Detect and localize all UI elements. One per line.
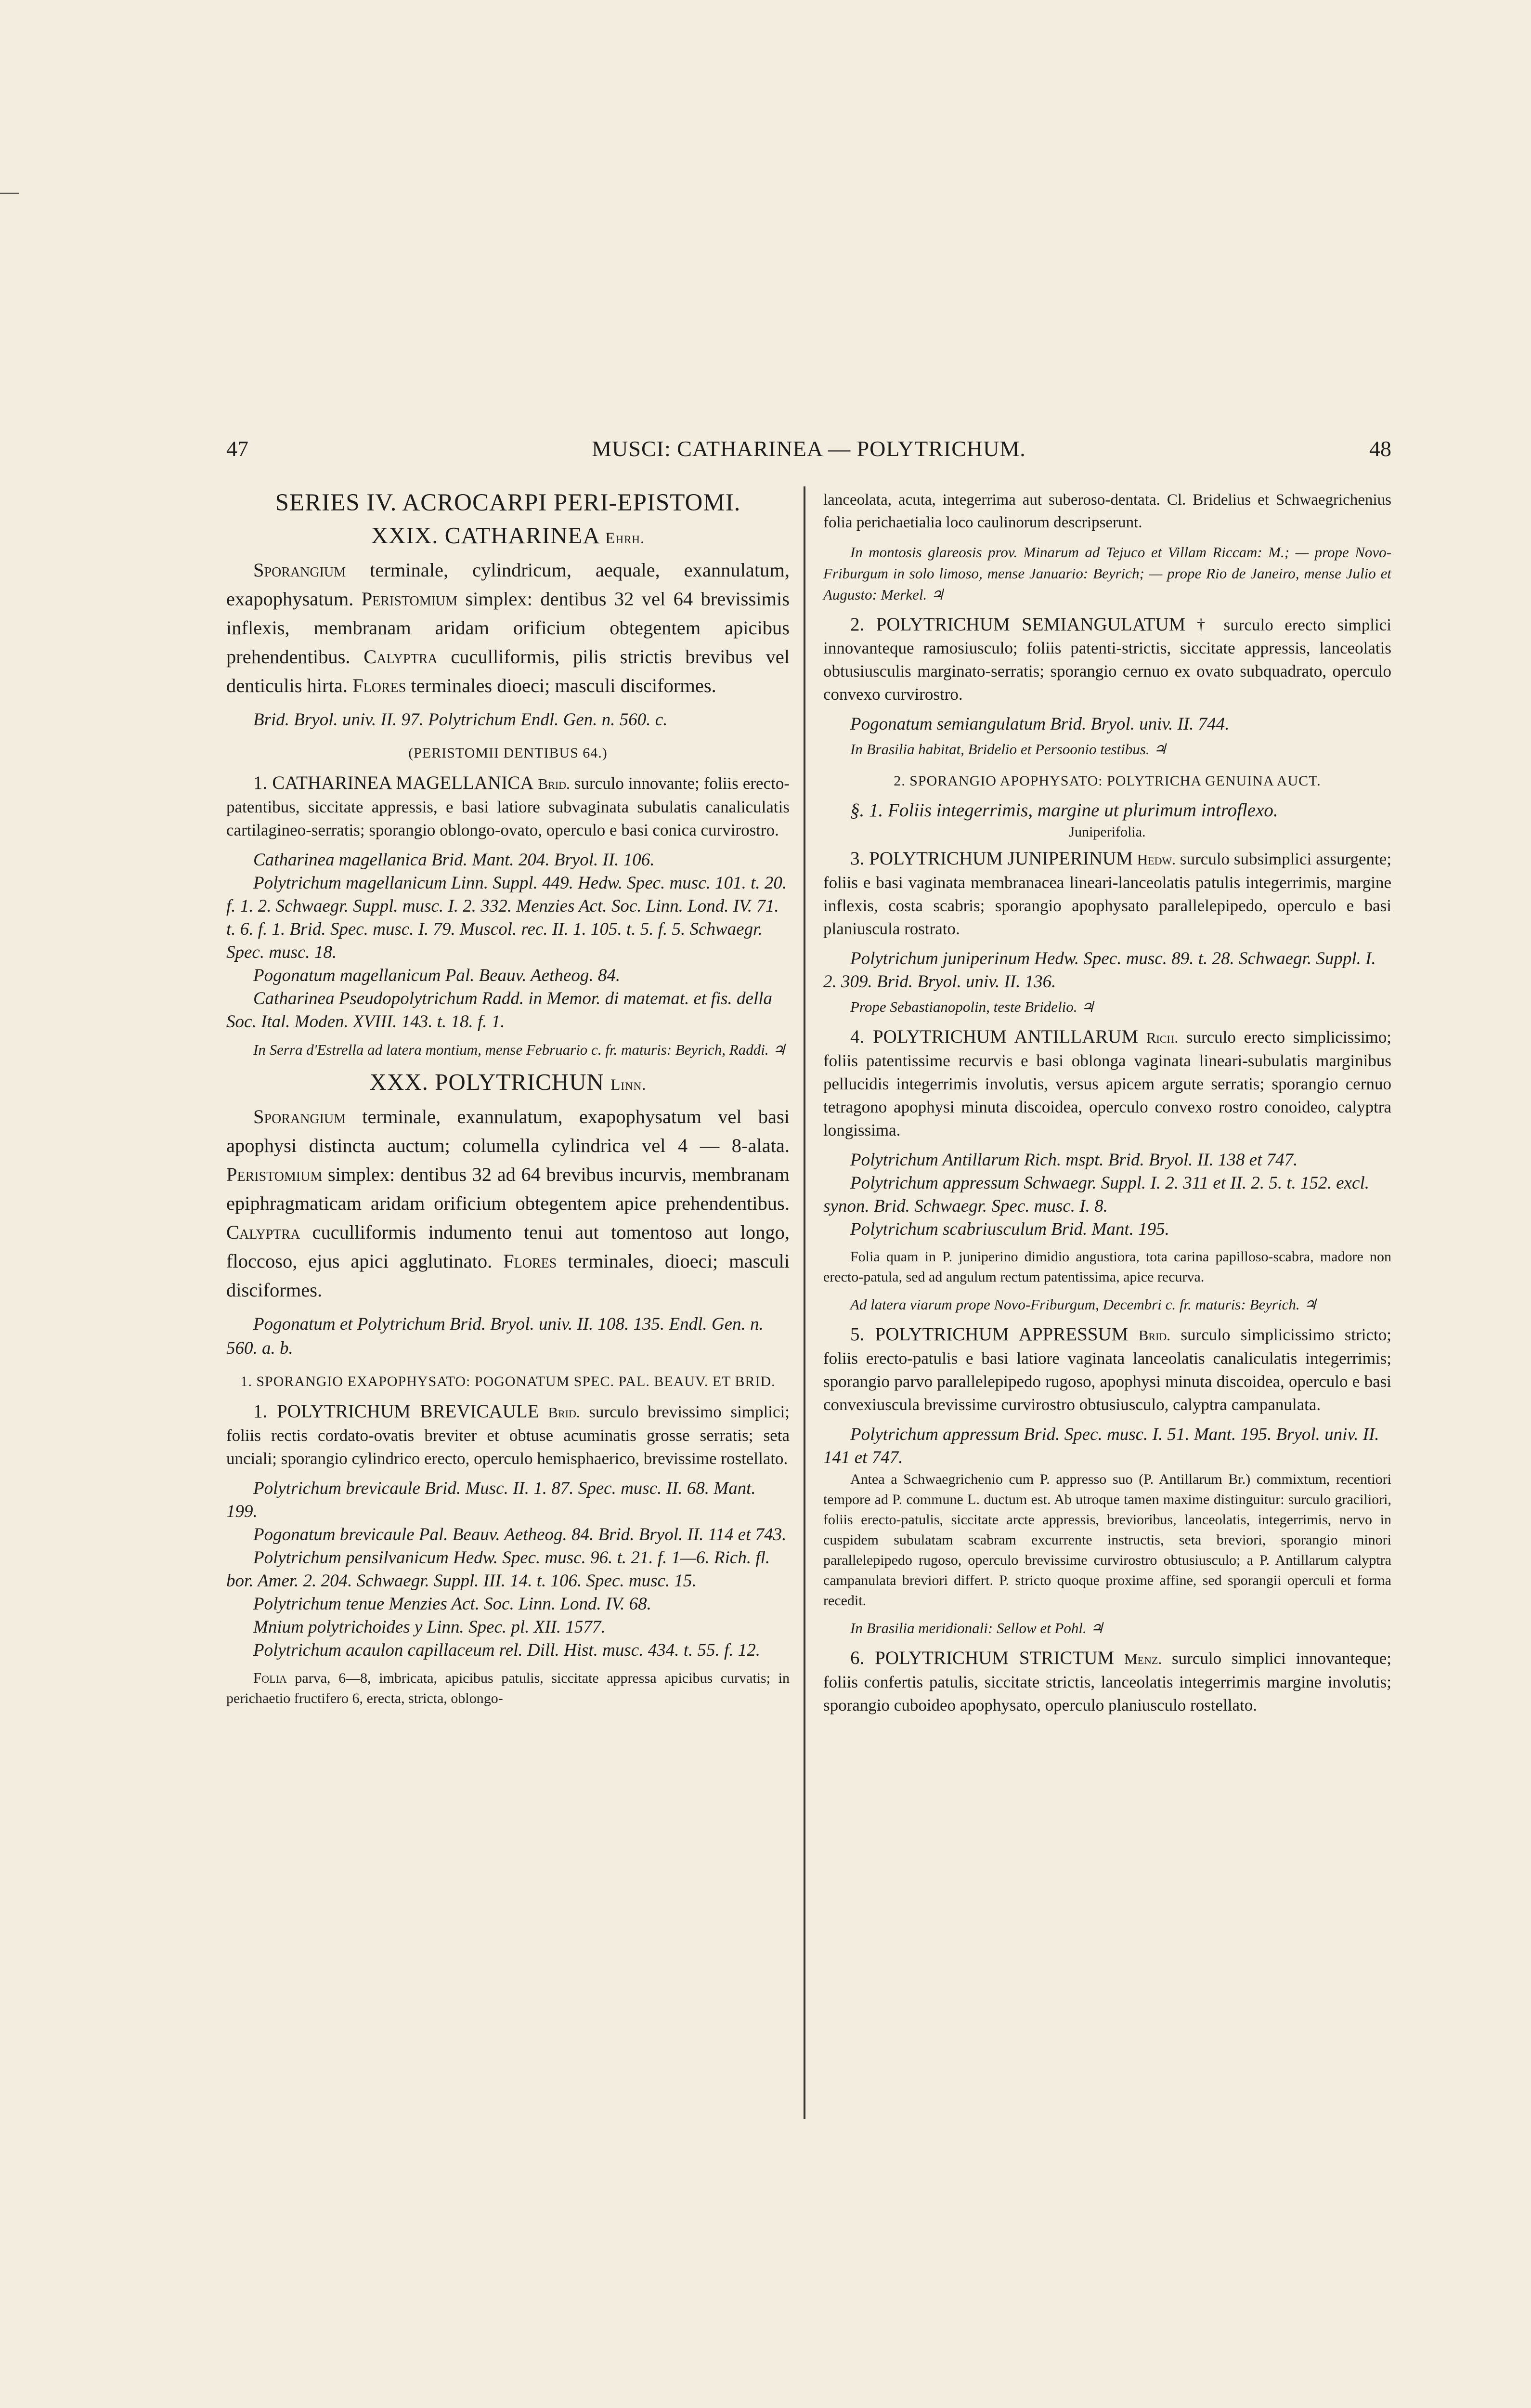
synonym: Polytrichum appressum Schwaegr. Suppl. I. 2. 311 et II. 2. 5. t. 152. excl. synon. Brid. Schwaegr. Spec. musc. I. 8. [823,1173,1369,1216]
habitat-note: Prope Sebastianopolin, teste Bridelio. ♃ [850,998,1095,1015]
species-description: surculo brevissimo simplici; foliis rectis cordato-ovatis breviter et obtuse acuminatis grosse serratis; seta unciali; sporangio cylindrico erecto, operculo hemisphaerico, brevissime rostellato. [226,1402,790,1468]
species-entry [823,613,1391,706]
habitat-note: In Serra d'Estrella ad latera montium, mense Februario c. fr. maturis: Beyrich, Raddi. ♃ [253,1041,786,1058]
edge-mark [0,193,19,194]
running-title: MUSCI: CATHARINEA — POLYTRICHUM. [592,436,1026,461]
genus-description [226,1102,790,1305]
note-text: parva, 6—8, imbricata, apicibus patulis, siccitate appressa apicibus curvatis; in perichaetio fructifero 6, erecta, stricta, oblongo- [226,1670,790,1706]
species-description: surculo simplicissimo stricto; foliis erecto-patulis e basi latiore vaginata lanceolatis canaliculatis integerrimis; sporangio parvo parallelepipedo rugoso, apophysi minuta discoidea, operculo e basi convexiuscula brevissime curvirostro obtusiusculo, calyptra campanulata. [823,1325,1392,1414]
term: Calyptra [226,1221,300,1243]
text: terminale, cylindricum, aequale, exannulatum, exapophysatum. [226,559,790,610]
genus-author: Linn. [610,1076,647,1094]
dagger-mark: † [1196,615,1213,634]
synonym: Polytrichum acaulon capillaceum rel. Dill. Hist. musc. 434. t. 55. f. 12. [253,1640,761,1660]
note-lead: Folia [253,1669,287,1686]
species-entry [823,1647,1391,1717]
series-heading: SERIES IV. ACROCARPI PERI-EPISTOMI. [275,489,741,516]
synonym: Polytrichum scabriusculum Brid. Mant. 195. [850,1219,1169,1239]
species-author: Brid. [1138,1327,1171,1344]
section-heading: 2. SPORANGIO APOPHYSATO: POLYTRICHA GENUINA AUCT. [894,773,1321,789]
subsection-heading: §. 1. Foliis integerrimis, margine ut plurimum introflexo. [850,800,1278,821]
synonym-list [226,849,790,1034]
section-heading: 1. SPORANGIO EXAPOPHYSATO: POGONATUM SPEC. PAL. BEAUV. ET BRID. [240,1374,776,1389]
species-description: surculo erecto simplici innovanteque ramosiusculo; foliis patenti-strictis, siccitate appressis, lanceolatis obtusiusculis marginato-serratis; sporangio cernuo ex ovato subquadrato, operculo convexo curvirostro. [823,615,1392,704]
synonym: Pogonatum brevicaule Pal. Beauv. Aetheog. 84. Brid. Bryol. II. 114 et 743. [253,1525,787,1544]
term: Sporangium [253,559,346,581]
species-entry [226,772,790,842]
subsection-label: Juniperifolia. [1069,824,1146,840]
text: cuculliformis indumento tenui aut tomentoso aut longo, floccoso, ejus apici agglutinato. [226,1221,790,1272]
species-note [226,1668,790,1709]
species-author: Rich. [1146,1029,1179,1046]
genus-heading-polytrichum [226,1068,790,1096]
habitat-note: In Brasilia meridionali: Sellow et Pohl. ♃ [850,1620,1104,1636]
species-description: surculo innovante; foliis erecto-patentibus, siccitate appressis, e basi latiore subvaginata subulatis canaliculatis cartilagineo-serratis; sporangio oblongo-ovato, operculo e basi conica curvirostro. [226,774,790,839]
page-number-right: 48 [1369,436,1391,461]
section-heading: (PERISTOMII DENTIBUS 64.) [408,745,608,761]
continued-text: lanceolata, acuta, integerrima aut suberoso-dentata. Cl. Bridelius et Schwaegrichenius folia perichaetialia loco caulinorum descripserunt. [823,491,1391,531]
species-name: 1. CATHARINEA MAGELLANICA [253,772,534,793]
genus-heading-catharinea [226,522,790,549]
species-name: 3. POLYTRICHUM JUNIPERINUM [850,848,1133,869]
species-name: 1. POLYTRICHUM BREVICAULE [253,1401,539,1422]
synonym: Polytrichum brevicaule Brid. Musc. II. 1. 87. Spec. musc. II. 68. Mant. 199. [226,1479,756,1521]
synonym: Polytrichum magellanicum Linn. Suppl. 449. Hedw. Spec. musc. 101. t. 20. f. 1. 2. Schwaegr. Suppl. musc. I. 2. 332. Menzies Act. Soc. Linn. Lond. IV. 71. t. 6. f. 1. Brid. Spec. musc. I. 79. Muscol. rec. II. 1. 105. t. 5. f. 5. Schwaegr. Spec. musc. 18. [226,873,787,962]
species-description: surculo simplici innovanteque; foliis confertis patulis, siccitate strictis, lanceolatis integerrimis margine involutis; sporangio cuboideo apophysato, operculo planiusculo rostellato. [823,1649,1392,1714]
page-number-left: 47 [226,436,248,461]
species-name: 6. POLYTRICHUM STRICTUM [850,1648,1115,1668]
term: Calyptra [363,646,438,667]
page-header [226,436,1391,470]
term: Sporangium [253,1106,346,1127]
species-name: 4. POLYTRICHUM ANTILLARUM [850,1026,1139,1047]
habitat-note: Ad latera viarum prope Novo-Friburgum, Decembri c. fr. maturis: Beyrich. ♃ [850,1296,1317,1313]
synonym: Polytrichum appressum Brid. Spec. musc. I. 51. Mant. 195. Bryol. univ. II. 141 et 747. [823,1425,1379,1467]
text: cuculliformis, pilis strictis brevibus vel denticulis hirta. [226,646,790,696]
species-entry [823,1025,1391,1142]
right-column [823,489,1391,1724]
term: Peristomium [361,588,458,610]
habitat-note: In Brasilia habitat, Bridelio et Persoonio testibus. ♃ [850,741,1167,758]
synonym-list [226,1477,790,1662]
species-note: Folia quam in P. juniperino dimidio angustiora, tota carina papilloso-scabra, madore non erecto-patula, sed ad angulum rectum patentissima, apice recurva. [823,1249,1391,1285]
genus-author: Ehrh. [605,530,645,547]
text: terminales dioeci; masculi disciformes. [406,675,716,696]
species-author: Brid. [548,1404,580,1421]
genus-name: XXIX. CATHARINEA [371,522,599,549]
synonym: Polytrichum pensilvanicum Hedw. Spec. musc. 96. t. 21. f. 1—6. Rich. fl. bor. Amer. 2. 204. Schwaegr. Suppl. III. 14. t. 106. Spec. musc. 15. [226,1548,770,1591]
species-entry [226,1400,790,1470]
text: terminale, exannulatum, exapophysatum vel basi apophysi distincta auctum; columella cylindrica vel 4 — 8-alata. [226,1106,790,1156]
synonym: Pogonatum magellanicum Pal. Beauv. Aetheog. 84. [253,966,621,985]
synonym-list [823,1149,1391,1241]
species-author: Brid. [538,775,570,792]
species-name: 2. POLYTRICHUM SEMIANGULATUM [850,614,1186,635]
synonym: Mnium polytrichoides y Linn. Spec. pl. XII. 1577. [253,1617,606,1637]
synonym: Catharinea magellanica Brid. Mant. 204. Bryol. II. 106. [253,850,655,870]
species-entry [823,1323,1391,1416]
text: simplex: dentibus 32 vel 64 brevissimis inflexis, membranam aridam orificium obtegentem apicibus prehendentibus. [226,588,790,667]
genus-reference: Brid. Bryol. univ. II. 97. Polytrichum Endl. Gen. n. 560. c. [253,710,668,730]
species-author: Hedw. [1137,851,1176,868]
term: Peristomium [226,1164,323,1185]
species-note: Antea a Schwaegrichenio cum P. appresso suo (P. Antillarum Br.) commixtum, recentiori tempore ad P. commune L. ductum est. Ab utroque tamen maxime distinguitur: surculo graciliori, foliis erecto-patulis, siccitate arcte appressis, brevioribus, lanceolatis, integerrimis, nervo in cuspidem subulatam scabram excurrente instructis, seta breviori, sporangio minori parallelepipedo rugoso, operculo brevissime curvirostro obtusiusculo; a P. Antillarum calyptra campanulata breviori differt. P. stricto quoque proxime affine, sed sporangii operculi et forma recedit. [823,1471,1391,1609]
synonym: Polytrichum juniperinum Hedw. Spec. musc. 89. t. 28. Schwaegr. Suppl. I. 2. 309. Brid. Bryol. univ. II. 136. [823,949,1376,992]
genus-name: XXX. POLYTRICHUN [369,1069,604,1095]
species-author: Menz. [1124,1650,1162,1667]
text: terminales, dioeci; masculi disciformes. [226,1250,790,1301]
genus-description [226,556,790,700]
term: Flores [503,1250,557,1272]
term: Flores [352,675,406,696]
species-name: 5. POLYTRICHUM APPRESSUM [850,1324,1129,1345]
species-description: surculo erecto simplicissimo; foliis patentissime recurvis e basi oblonga vaginata lineari-subulatis marginibus pellucidis integerrimis involutis, versus apicem argute serratis; sporangio cernuo tetragono apophysi minuta discoidea, operculo convexo rostro conoideo, calyptra longissima. [823,1028,1391,1139]
habitat-note: In montosis glareosis prov. Minarum ad Tejuco et Villam Riccam: M.; — prope Novo-Friburgum in solo limoso, mense Januario: Beyrich; — prope Rio de Janeiro, mense Julio et Augusto: Merkel. ♃ [823,544,1391,603]
column-divider [804,486,805,2119]
left-column [226,489,790,1715]
species-description: surculo subsimplici assurgente; foliis e basi vaginata membranacea lineari-lanceolatis patulis integerrimis, margine inflexis, costa scabris; sporangio apophysato parallelepipedo, operculo e basi planiuscula rostrato. [823,850,1392,938]
genus-reference: Pogonatum et Polytrichum Brid. Bryol. univ. II. 108. 135. Endl. Gen. n. 560. a. b. [226,1314,764,1358]
text: simplex: dentibus 32 ad 64 brevibus incurvis, membranam epiphragmaticam aridam orificium obtegentem apice prehendentibus. [226,1164,790,1214]
synonym: Polytrichum Antillarum Rich. mspt. Brid. Bryol. II. 138 et 747. [850,1150,1298,1170]
synonym: Catharinea Pseudopolytrichum Radd. in Memor. di matemat. et fis. della Soc. Ital. Moden. XVIII. 143. t. 18. f. 1. [226,989,773,1032]
synonym: Pogonatum semiangulatum Brid. Bryol. univ. II. 744. [850,714,1230,734]
synonym: Polytrichum tenue Menzies Act. Soc. Linn. Lond. IV. 68. [253,1594,651,1614]
species-entry [823,847,1391,941]
